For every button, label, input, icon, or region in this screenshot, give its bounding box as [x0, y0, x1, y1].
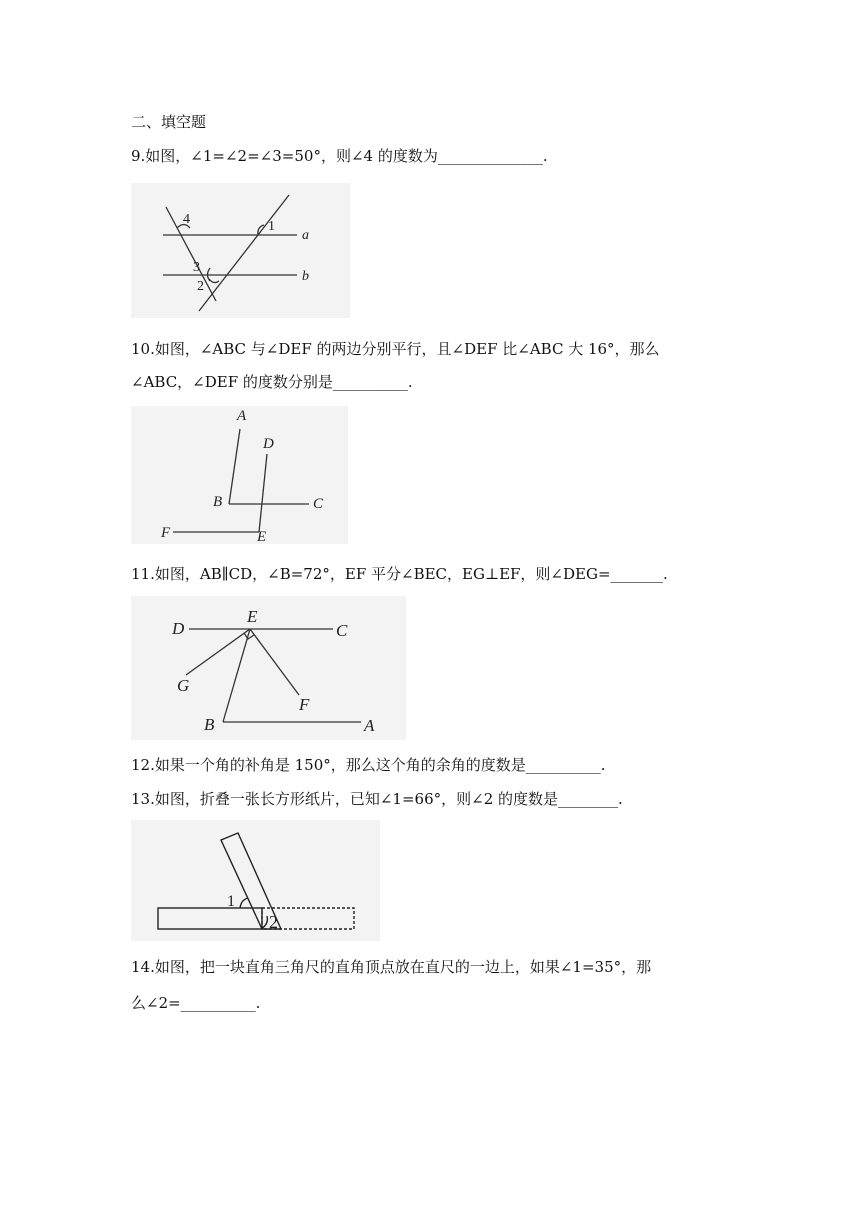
- fig11-label-F: F: [299, 695, 310, 714]
- figure-13: [131, 820, 380, 941]
- fig10-label-E: E: [257, 529, 267, 544]
- fig11-label-A: A: [364, 716, 375, 735]
- fig11-label-E: E: [247, 607, 258, 626]
- fig9-label-b: b: [302, 269, 309, 284]
- fig13-label-2: 2: [269, 912, 278, 932]
- fig11-label-D: D: [172, 619, 185, 638]
- figure-9: [131, 183, 350, 318]
- question-14-line2: 么∠2=__________.: [131, 994, 261, 1012]
- fig10-label-D: D: [263, 436, 274, 452]
- question-14-line1: 14.如图，把一块直角三角尺的直角顶点放在直尺的一边上，如果∠1=35°，那: [131, 958, 652, 976]
- fig10-label-B: B: [213, 494, 223, 510]
- fig9-label-a: a: [302, 228, 309, 243]
- question-13: 13.如图，折叠一张长方形纸片，已知∠1=66°，则∠2 的度数是________.: [131, 790, 623, 808]
- section-title: 二、填空题: [131, 113, 207, 131]
- question-10-line2: ∠ABC，∠DEF 的度数分别是__________.: [131, 373, 413, 391]
- fig10-label-C: C: [313, 496, 324, 512]
- fig11-label-G: G: [177, 676, 190, 695]
- question-11: 11.如图，AB∥CD，∠B=72°，EF 平分∠BEC，EG⊥EF，则∠DEG=_______.: [131, 565, 668, 583]
- fig10-label-F: F: [161, 525, 171, 541]
- fig11-label-C: C: [336, 621, 348, 640]
- fig9-label-3: 3: [193, 260, 200, 275]
- question-12: 12.如果一个角的补角是 150°，那么这个角的余角的度数是__________.: [131, 756, 606, 774]
- figure-11: [131, 596, 406, 740]
- fig9-label-4: 4: [183, 212, 190, 227]
- fig9-label-2: 2: [197, 279, 204, 294]
- question-10-line1: 10.如图，∠ABC 与∠DEF 的两边分别平行，且∠DEF 比∠ABC 大 16°，那么: [131, 340, 660, 358]
- fig13-label-1: 1: [227, 893, 235, 910]
- fig9-label-1: 1: [268, 219, 275, 234]
- question-9: 9.如图，∠1=∠2=∠3=50°，则∠4 的度数为______________.: [131, 147, 548, 165]
- fig11-label-B: B: [204, 715, 215, 734]
- fig10-label-A: A: [237, 408, 247, 424]
- figure-10: [131, 406, 348, 544]
